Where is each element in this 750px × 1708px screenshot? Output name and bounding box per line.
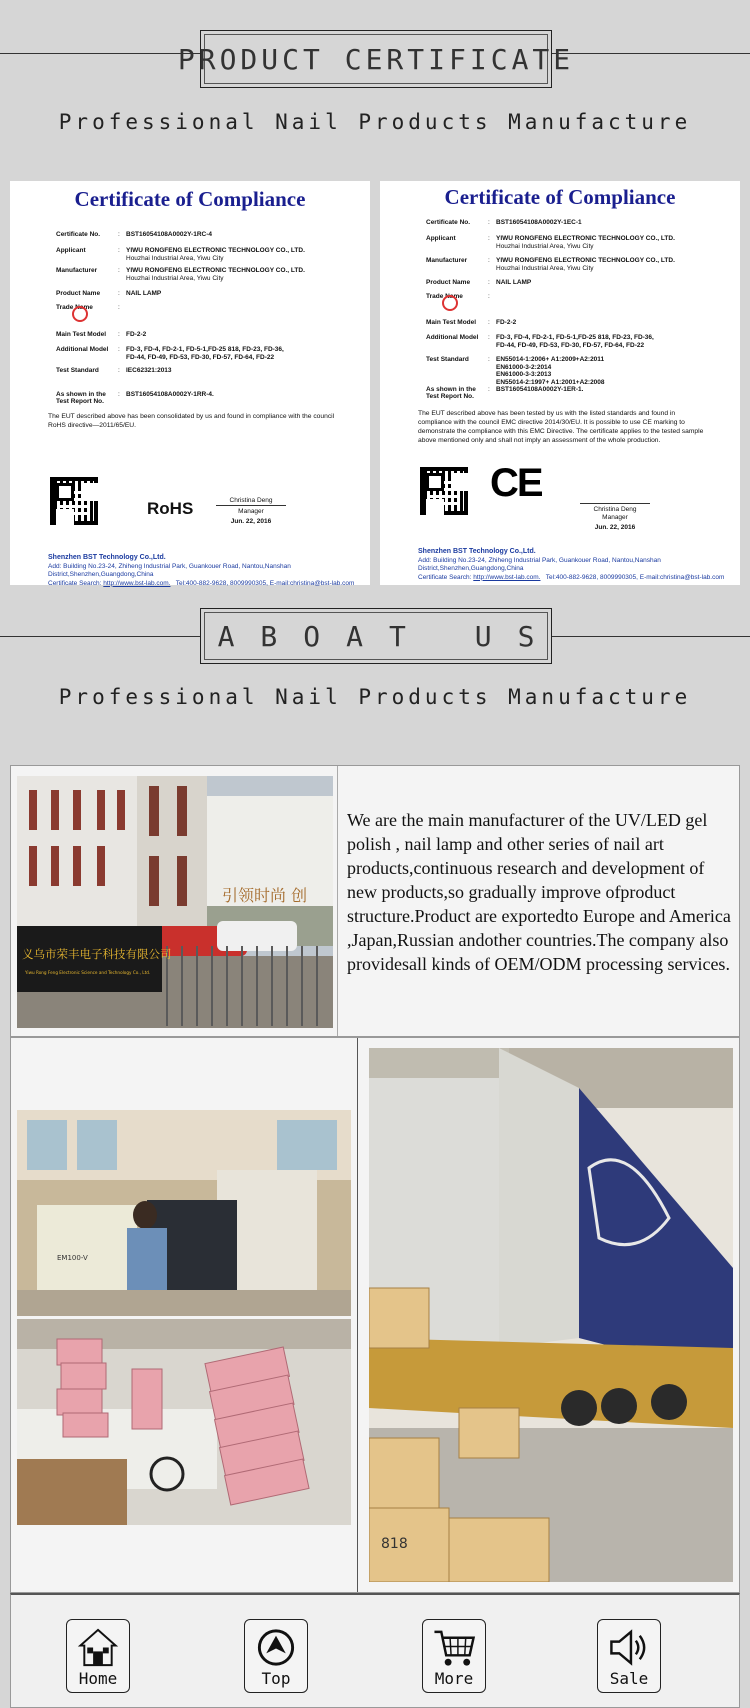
nav-home-button[interactable] — [66, 1619, 130, 1693]
cert-row-main-model: Main Test Model : FD-2-2 — [56, 331, 147, 338]
certificate-heading: Certificate of Compliance — [444, 185, 676, 209]
cert-row-additional-model: Additional Model : FD-3, FD-4, FD-2-1, FD-5-1,FD-25 818, FD-23, FD-36, FD-44, FD-49, FD-53, FD-30, FD-57, FD-64, FD-22 — [426, 334, 654, 349]
nav-home-label: Home — [78, 1669, 118, 1688]
issuer-address: Add: Building No.23-24, Zhiheng Industrial Park, Guankouer Road, Nantou,Nanshan District,Shenzhen,Guangdong,China — [418, 556, 661, 572]
qr-code — [50, 477, 98, 525]
pink-lamp-assembly-photo — [17, 1319, 351, 1525]
issuer-name: Shenzhen BST Technology Co.,Ltd. — [48, 554, 166, 561]
about-panel — [10, 765, 740, 1037]
ce-mark: CE — [490, 461, 542, 505]
search-link[interactable]: http://www.bst-lab.com. — [473, 573, 541, 581]
issuer-address: Add: Building No.23-24, Zhiheng Industrial Park, Guankouer Road, Nantou,Nanshan District,Shenzhen,Guangdong,China — [48, 562, 291, 578]
machine-label: EM100-V — [57, 1254, 88, 1262]
issuer-contact: Tel:400-882-9628, 8009990305, E-mail:christina@bst-lab.com — [545, 573, 725, 581]
bottom-nav — [10, 1593, 740, 1708]
signer-title: Manager — [238, 508, 264, 515]
cert-row-product: Product Name : NAIL LAMP — [56, 290, 162, 297]
signer-title: Manager — [602, 514, 628, 521]
cert-row-applicant: Applicant : YIWU RONGFENG ELECTRONIC TECHNOLOGY CO., LTD. Houzhai Industrial Area, Yiwu City — [426, 235, 675, 250]
rohs-mark: RoHS — [147, 499, 194, 518]
cert-row-number: Certificate No. : BST16054108A0002Y-1EC-1 — [426, 219, 582, 226]
ce-certificate — [380, 181, 740, 585]
cert-row-additional-model: Additional Model : FD-3, FD-4, FD-2-1, FD-5-1,FD-25 818, FD-23, FD-36, FD-44, FD-49, FD-53, FD-30, FD-57, FD-64, FD-22 — [56, 346, 284, 361]
about-description: We are the main manufacturer of the UV/LED gel polish , nail lamp and other series of nail art products,continuous research and development of new products,so gradually improve ofproduct structure.Product are exportedto Europe and America ,Japan,Russian andother countries.The company also providesall kinds of OEM/ODM processing services. — [347, 810, 731, 974]
trade-logo-icon — [72, 306, 88, 322]
cert-row-trade-name: Trade Name : — [56, 304, 346, 311]
search-label: Certificate Search: — [418, 573, 472, 581]
certificate-title-box — [177, 30, 575, 88]
nav-sale-button[interactable] — [597, 1619, 661, 1693]
nav-more-button[interactable] — [422, 1619, 486, 1693]
about-divider — [337, 766, 338, 1036]
qr-code — [420, 467, 468, 515]
cert-row-main-model: Main Test Model : FD-2-2 — [426, 319, 517, 326]
cert-row-manufacturer: Manufacturer : YIWU RONGFENG ELECTRONIC TECHNOLOGY CO., LTD. Houzhai Industrial Area, Yiwu City — [56, 267, 305, 282]
issuer-contact: Tel:400-882-9628, 8009990305, E-mail:christina@bst-lab.com — [175, 579, 355, 587]
nav-sale-label: Sale — [609, 1669, 649, 1688]
building-sign-en: Yiwu Rong Feng Electronic Science and Technology Co., Ltd. — [25, 970, 151, 975]
certificate-date: Jun. 22, 2016 — [230, 518, 272, 525]
factory-divider — [357, 1038, 358, 1592]
building-slogan: 引领时尚 创 — [222, 886, 308, 905]
shipping-container-photo — [369, 1048, 733, 1582]
certificate-heading: Certificate of Compliance — [74, 187, 306, 211]
cert-row-report: As shown in the Test Report No. : BST16054108A0002Y-1RR-4. — [56, 391, 214, 405]
nav-top-label: Top — [261, 1669, 291, 1688]
nav-more-label: More — [434, 1669, 474, 1688]
rohs-certificate — [10, 181, 370, 585]
top-arrow-icon — [254, 1626, 298, 1669]
cert-row-trade-name: Trade Name : — [426, 293, 716, 300]
cert-row-standard: Test Standard : EN55014-1:2006+ A1:2009+A2:2011 EN61000-3-2:2014 EN61000-3-3:2013 EN55014-2:1997+ A1:2001+A2:2008 — [426, 356, 605, 386]
signer-name: Christina Deng — [216, 497, 286, 506]
certificate-body-text: The EUT described above has been tested by us with the listed standards and found in compliance with the council EMC directive 2014/30/EU. It is possible to use CE marking to demonstrate the compliance with this EMC Directive. The certificate applies to the tested sample above mentioned only and shall not imply an assessment of the whole production. — [418, 410, 704, 444]
issuer-name: Shenzhen BST Technology Co.,Ltd. — [418, 548, 536, 555]
issuer-block — [48, 554, 358, 588]
speaker-icon — [607, 1626, 651, 1669]
certificate-section-subtitle: Professional Nail Products Manufacture — [58, 110, 692, 134]
cert-row-product: Product Name : NAIL LAMP — [426, 279, 532, 286]
home-icon — [76, 1626, 120, 1669]
about-title-box — [200, 608, 561, 664]
nav-top-button[interactable] — [244, 1619, 308, 1693]
cert-row-report: As shown in the Test Report No. : BST16054108A0002Y-1ER-1. — [426, 386, 584, 400]
about-section-subtitle: Professional Nail Products Manufacture — [58, 685, 692, 709]
issuer-block — [418, 548, 728, 582]
factory-building-photo — [17, 776, 333, 1028]
cert-row-manufacturer: Manufacturer : YIWU RONGFENG ELECTRONIC TECHNOLOGY CO., LTD. Houzhai Industrial Area, Yiwu City — [426, 257, 675, 272]
cert-row-number: Certificate No. : BST16054108A0002Y-1RC-4 — [56, 231, 212, 238]
factory-photos-panel — [10, 1037, 740, 1593]
box-label: 818 — [381, 1536, 408, 1552]
search-label: Certificate Search: — [48, 579, 102, 587]
signer-name: Christina Deng — [580, 503, 650, 513]
search-link[interactable]: http://www.bst-lab.com. — [103, 579, 171, 587]
cert-row-standard: Test Standard : IEC62321:2013 — [56, 367, 172, 374]
certificate-section-title: PRODUCT CERTIFICATE — [177, 42, 575, 76]
cart-icon — [432, 1626, 476, 1669]
about-section-title: ABOAT US — [217, 619, 561, 653]
cert-row-applicant: Applicant : YIWU RONGFENG ELECTRONIC TECHNOLOGY CO., LTD. Houzhai Industrial Area, Yiwu City — [56, 247, 305, 262]
building-sign-cn: 义乌市荣丰电子科技有限公司 — [22, 947, 172, 961]
injection-machine-photo — [17, 1110, 351, 1316]
certificate-date: Jun. 22, 2016 — [594, 524, 636, 531]
certificate-body-text: The EUT described above has been consolidated by us and found in compliance with the council RoHS directive—2011/65/EU. — [48, 413, 335, 429]
trade-logo-icon — [442, 295, 458, 311]
